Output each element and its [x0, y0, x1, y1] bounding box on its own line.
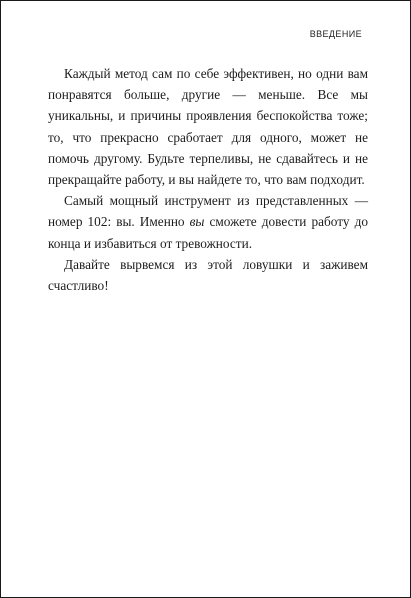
- paragraph-3: Давайте вырвемся из этой ловушки и заживем счастливо!: [48, 256, 368, 294]
- running-head: ВВЕДЕНИЕ: [309, 29, 362, 39]
- paragraph-2-start: Самый мощный инструмент из представленных — номер 102: вы. Именно: [48, 193, 368, 230]
- body-text: [48, 63, 368, 296]
- paragraph-2-end: сможете довести работу до конца и избавиться от тревожности.: [48, 214, 368, 251]
- paragraph-2: [48, 190, 368, 254]
- paragraph-1: Каждый метод сам по себе эффективен, но одни вам понравятся больше, другие — меньше. Все мы уникальны, и причины проявления беспокойства тоже; то, что прекрасно сработает для одного, может не помочь другому. Будьте терпеливы, не сдавайтесь и не прекращайте работу, и вы найдете то, что вам подходит.: [48, 66, 368, 188]
- paragraph-2-emphasis: вы: [189, 214, 205, 230]
